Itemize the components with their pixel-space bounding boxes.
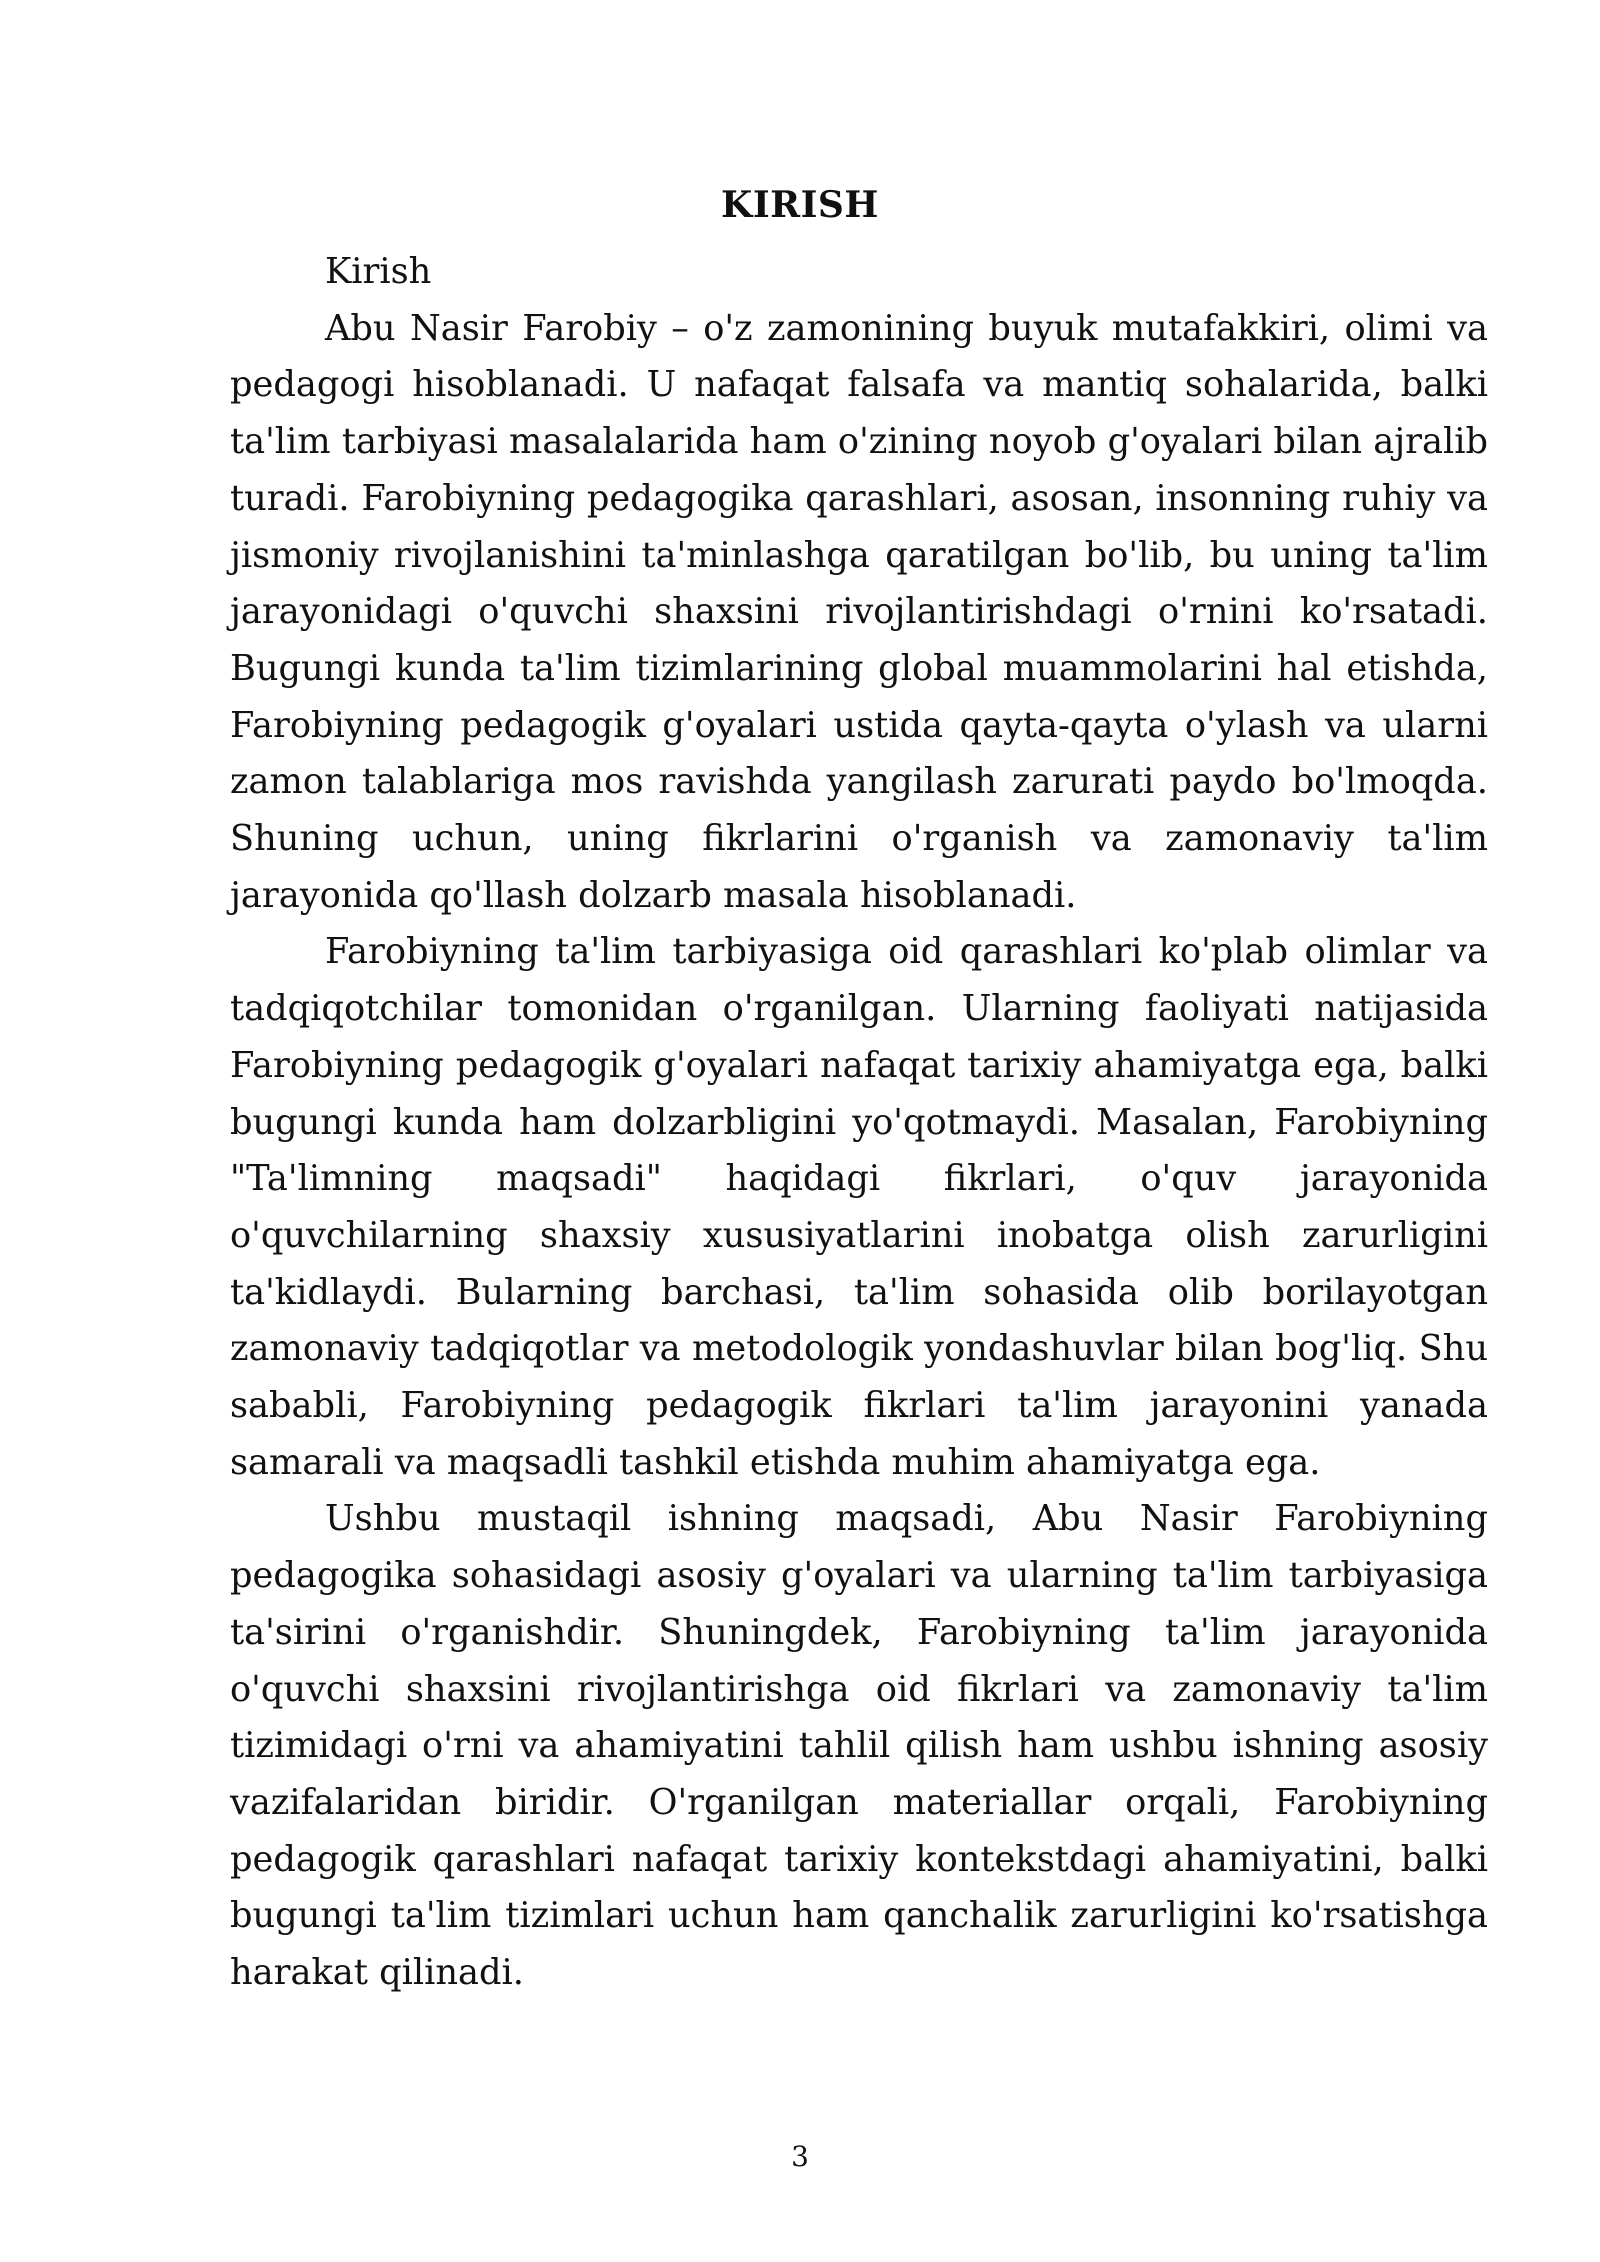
paragraph-research: Farobiyning ta'lim tarbiyasiga oid qarashlari ko'plab olimlar va tadqiqotchilar tomonidan o'rganilgan. Ularning faoliyati natijasida Farobiyning pedagogik g'oyalari nafaqat tarixiy ahamiyatga ega, balki bugungi kunda ham dolzarbligini yo'qotmaydi. Masalan, Farobiyning "Ta'limning maqsadi" haqidagi fikrlari, o'quv jarayonida o'quvchilarning shaxsiy xususiyatlarini inobatga olish zarurligini ta'kidlaydi. Bularning barchasi, ta'lim sohasida olib borilayotgan zamonaviy tadqiqotlar va metodologik yondashuvlar bilan bog'liq. Shu sababli, Farobiyning pedagogik fikrlari ta'lim jarayonini yanada samarali va maqsadli tashkil etishda muhim ahamiyatga ega. <box>230 931 1488 1483</box>
paragraph-intro: Abu Nasir Farobiy – o'z zamonining buyuk mutafakkiri, olimi va pedagogi hisoblanadi. U nafaqat falsafa va mantiq sohalarida, balki ta'lim tarbiyasi masalalarida ham o'zining noyob g'oyalari bilan ajralib turadi. Farobiyning pedagogika qarashlari, asosan, insonning ruhiy va jismoniy rivojlanishini ta'minlashga qaratilgan bo'lib, bu uning ta'lim jarayonidagi o'quvchi shaxsini rivojlantirishdagi o'rnini ko'rsatadi. Bugungi kunda ta'lim tizimlarining global muammolarini hal etishda, Farobiyning pedagogik g'oyalari ustida qayta-qayta o'ylash va ularni zamon talablariga mos ravishda yangilash zarurati paydo bo'lmoqda. Shuning uchun, uning fikrlarini o'rganish va zamonaviy ta'lim jarayonida qo'llash dolzarb masala hisoblanadi. <box>230 307 1488 916</box>
paragraph-heading: Kirish <box>325 251 432 292</box>
document-body <box>230 244 1488 2002</box>
paragraph-purpose: Ushbu mustaqil ishning maqsadi, Abu Nasir Farobiyning pedagogika sohasidagi asosiy g'oyalari va ularning ta'lim tarbiyasiga ta'sirini o'rganishdir. Shuningdek, Farobiyning ta'lim jarayonida o'quvchi shaxsini rivojlantirishga oid fikrlari va zamonaviy ta'lim tizimidagi o'rni va ahamiyatini tahlil qilish ham ushbu ishning asosiy vazifalaridan biridir. O'rganilgan materiallar orqali, Farobiyning pedagogik qarashlari nafaqat tarixiy kontekstdagi ahamiyatini, balki bugungi ta'lim tizimlari uchun ham qanchalik zarurligini ko'rsatishga harakat qilinadi. <box>230 1498 1488 1994</box>
page-title: KIRISH <box>721 184 879 227</box>
page-number: 3 <box>791 2140 809 2173</box>
